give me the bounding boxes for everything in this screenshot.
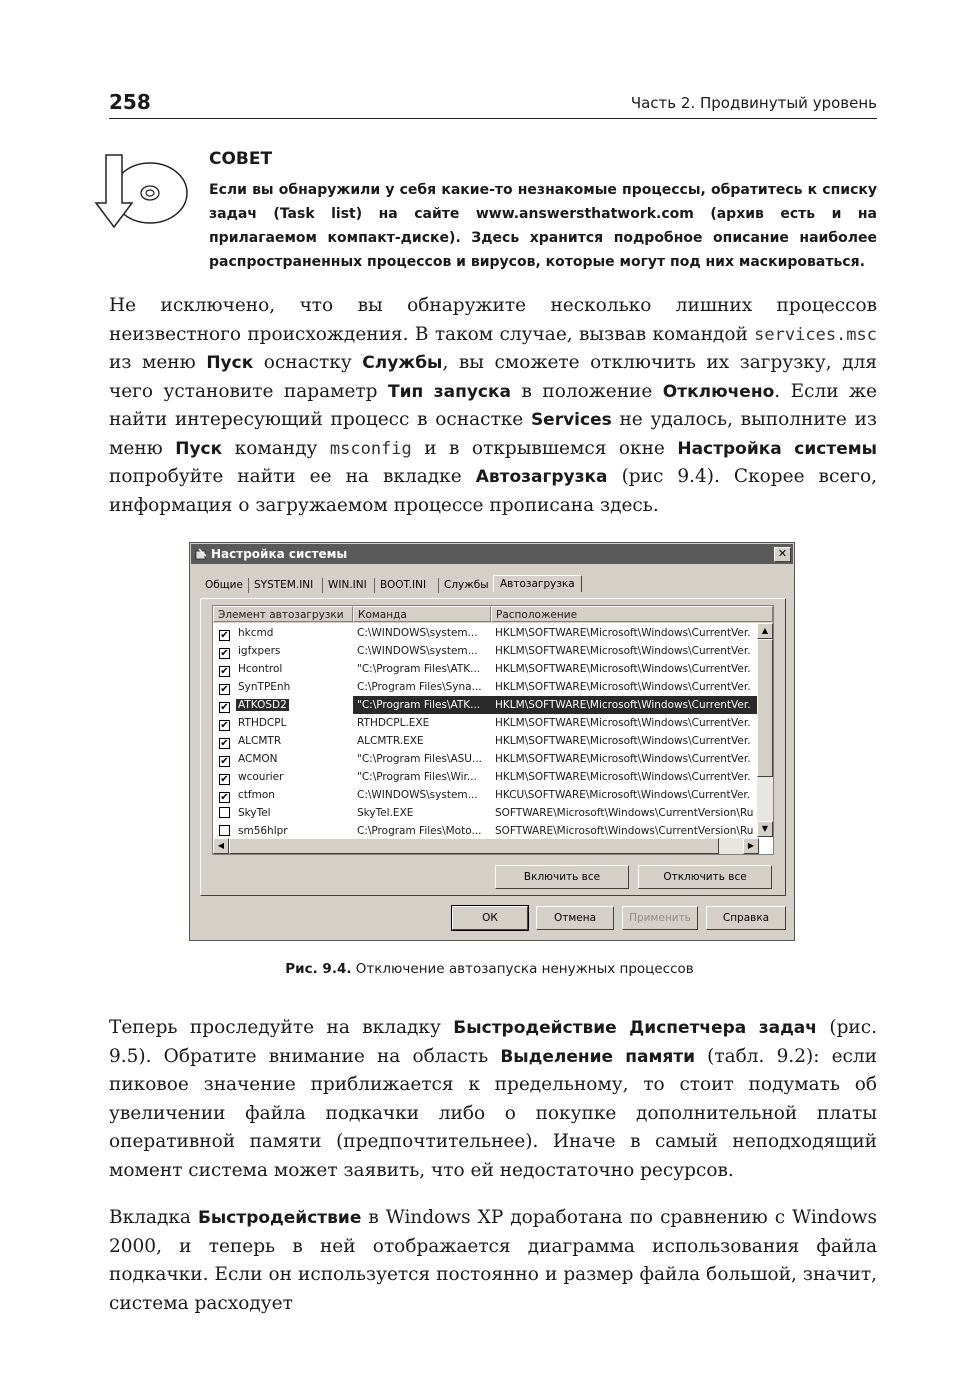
startup-item-cell bbox=[219, 660, 353, 678]
startup-item-name: ACMON bbox=[238, 753, 278, 765]
column-startup-item[interactable]: Элемент автозагрузки bbox=[213, 606, 353, 622]
startup-checkbox[interactable]: ✔ bbox=[220, 756, 229, 767]
startup-item-cell bbox=[219, 786, 353, 804]
startup-location-cell: HKLM\SOFTWARE\Microsoft\Windows\CurrentVer. bbox=[495, 753, 751, 765]
startup-command-cell: C:\WINDOWS\system... bbox=[357, 627, 478, 639]
startup-checkbox[interactable]: ✔ bbox=[220, 648, 229, 659]
startup-location-cell: SOFTWARE\Microsoft\Windows\CurrentVersion\Ru bbox=[495, 807, 754, 819]
tab-startup[interactable]: Автозагрузка bbox=[493, 575, 582, 592]
startup-item-cell bbox=[219, 768, 353, 786]
startup-item-name: hkcmd bbox=[238, 627, 274, 639]
startup-row[interactable] bbox=[213, 660, 757, 678]
startup-item-cell bbox=[219, 642, 353, 660]
list-header bbox=[213, 606, 773, 623]
help-button[interactable]: Справка bbox=[706, 906, 786, 930]
startup-item-name: ALCMTR bbox=[238, 735, 282, 747]
startup-command-cell: "C:\Program Files\ATK... bbox=[357, 663, 481, 675]
startup-location-cell: HKLM\SOFTWARE\Microsoft\Windows\CurrentVer. bbox=[495, 717, 751, 729]
startup-command-cell: C:\Program Files\Syna... bbox=[357, 681, 482, 693]
startup-command-cell: RTHDCPL.EXE bbox=[357, 717, 430, 729]
startup-item-name: wcourier bbox=[238, 771, 284, 783]
startup-item-cell bbox=[219, 624, 353, 642]
startup-row[interactable] bbox=[213, 624, 757, 642]
scroll-down-icon[interactable]: ▼ bbox=[757, 821, 773, 837]
figure-caption: Рис. 9.4. Отключение автозапуска ненужных процессов bbox=[285, 961, 694, 977]
startup-row[interactable] bbox=[213, 678, 757, 696]
startup-list[interactable] bbox=[212, 605, 774, 855]
startup-row[interactable] bbox=[213, 786, 757, 804]
tip-title: СОВЕТ bbox=[209, 149, 273, 169]
startup-checkbox[interactable]: ✔ bbox=[220, 792, 229, 803]
startup-row[interactable] bbox=[213, 804, 757, 822]
startup-item-cell bbox=[219, 714, 353, 732]
startup-row[interactable] bbox=[213, 768, 757, 786]
startup-checkbox[interactable]: ✔ bbox=[220, 666, 229, 677]
ok-button[interactable]: ОК bbox=[452, 906, 528, 930]
apply-button[interactable]: Применить bbox=[622, 906, 698, 930]
startup-item-cell bbox=[219, 678, 353, 696]
startup-checkbox[interactable] bbox=[219, 807, 230, 818]
window-title: Настройка системы bbox=[211, 547, 348, 561]
startup-location-cell: HKLM\SOFTWARE\Microsoft\Windows\CurrentVer. bbox=[495, 735, 751, 747]
tab-general[interactable]: Общие bbox=[205, 579, 243, 591]
scroll-left-icon[interactable]: ◀ bbox=[213, 838, 229, 854]
startup-row[interactable] bbox=[213, 714, 757, 732]
startup-item-name: Hcontrol bbox=[238, 663, 283, 675]
startup-command-cell: "C:\Program Files\ASU... bbox=[357, 753, 483, 765]
startup-command-cell: ALCMTR.EXE bbox=[357, 735, 424, 747]
startup-item-name: ATKOSD2 bbox=[238, 699, 287, 711]
vertical-scroll-thumb[interactable] bbox=[757, 639, 773, 777]
startup-command-cell: C:\WINDOWS\system... bbox=[357, 789, 478, 801]
startup-checkbox[interactable]: ✔ bbox=[220, 702, 229, 713]
startup-command-cell: "C:\Program Files\ATK... bbox=[353, 696, 491, 714]
startup-item-cell bbox=[219, 696, 353, 714]
disc-arrow-icon bbox=[92, 153, 192, 229]
startup-location-cell: HKCU\SOFTWARE\Microsoft\Windows\CurrentVer. bbox=[495, 789, 751, 801]
paragraph-3: Вкладка Быстродействие в Windows XP доработана по сравнению с Windows 2000, и теперь в ней отображается диаграмма использования файла подкачки. Если он используется постоянно и размер файла большой, значит, система расходует bbox=[109, 1207, 877, 1314]
enable-all-button[interactable]: Включить все bbox=[495, 865, 629, 889]
startup-item-name: RTHDCPL bbox=[238, 717, 287, 729]
vertical-scrollbar[interactable] bbox=[757, 623, 773, 837]
tab-system-ini[interactable]: SYSTEM.INI bbox=[254, 579, 314, 591]
startup-row[interactable] bbox=[213, 750, 757, 768]
startup-command-cell: SkyTel.EXE bbox=[357, 807, 414, 819]
system-config-window bbox=[189, 542, 795, 941]
startup-checkbox[interactable]: ✔ bbox=[220, 684, 229, 695]
startup-checkbox[interactable] bbox=[219, 825, 230, 836]
startup-checkbox[interactable]: ✔ bbox=[220, 720, 229, 731]
paragraph-1: Не исключено, что вы обнаружите несколько лишних процессов неизвестного происхождения. В таком случае, вызвав командой services.msc из меню Пуск оснастку Службы, вы сможете отключить их загрузку, для чего установите параметр Тип запуска в положение Отключено. Если же найти интересующий процесс в оснастке Services не удалось, выполните из меню Пуск команду msconfig и в открывшемся окне Настройка системы попробуйте найти ее на вкладке Автозагрузка (рис 9.4). Скорее всего, информация о загружаемом процессе прописана здесь. bbox=[109, 295, 878, 516]
cancel-button[interactable]: Отмена bbox=[536, 906, 614, 930]
close-button[interactable]: ✕ bbox=[774, 547, 791, 562]
startup-item-name: ctfmon bbox=[238, 789, 275, 801]
startup-row[interactable] bbox=[213, 696, 757, 714]
horizontal-scrollbar[interactable] bbox=[213, 838, 759, 854]
startup-item-name: sm56hlpr bbox=[238, 825, 288, 837]
startup-item-cell bbox=[219, 732, 353, 750]
page-header bbox=[109, 90, 877, 119]
paragraph-2: Теперь проследуйте на вкладку Быстродействие Диспетчера задач (рис. 9.5). Обратите внимание на область Выделение памяти (табл. 9.2): если пиковое значение приближается к предельному, то стоит подумать об увеличении файла подкачки либо о покупке дополнительной платы оперативной памяти (предпочтительнее). Иначе в самый неподходящий момент система может заявить, что ей недостаточно ресурсов. bbox=[109, 1017, 878, 1181]
tab-services[interactable]: Службы bbox=[444, 579, 489, 591]
scroll-up-icon[interactable]: ▲ bbox=[757, 623, 773, 639]
horizontal-scroll-thumb[interactable] bbox=[229, 838, 719, 854]
running-head: Часть 2. Продвинутый уровень bbox=[630, 94, 877, 112]
window-titlebar bbox=[191, 544, 793, 564]
startup-location-cell: HKLM\SOFTWARE\Microsoft\Windows\CurrentVer. bbox=[495, 681, 751, 693]
page-number: 258 bbox=[109, 90, 151, 114]
startup-checkbox[interactable]: ✔ bbox=[220, 630, 229, 641]
column-location[interactable]: Расположение bbox=[491, 606, 773, 622]
startup-location-cell: HKLM\SOFTWARE\Microsoft\Windows\CurrentVer. bbox=[491, 696, 757, 714]
disable-all-button[interactable]: Отключить все bbox=[638, 865, 772, 889]
tab-boot-ini[interactable]: BOOT.INI bbox=[380, 579, 427, 591]
startup-command-cell: C:\WINDOWS\system... bbox=[357, 645, 478, 657]
startup-item-name: SkyTel bbox=[238, 807, 271, 819]
startup-row[interactable] bbox=[213, 642, 757, 660]
startup-item-cell bbox=[219, 804, 353, 822]
tip-text: Если вы обнаружили у себя какие-то незнакомые процессы, обратитесь к списку задач (Task list) на сайте www.answersthatwork.com (архив есть и на прилагаемом компакт-диске). Здесь хранится подробное описание наиболее распространенных процессов и вирусов, которые могут под них маскироваться. bbox=[209, 182, 877, 270]
startup-checkbox[interactable]: ✔ bbox=[220, 774, 229, 785]
startup-location-cell: HKLM\SOFTWARE\Microsoft\Windows\CurrentVer. bbox=[495, 627, 751, 639]
column-command[interactable]: Команда bbox=[353, 606, 491, 622]
startup-location-cell: HKLM\SOFTWARE\Microsoft\Windows\CurrentVer. bbox=[495, 645, 751, 657]
scroll-right-icon[interactable]: ▶ bbox=[743, 838, 759, 854]
startup-command-cell: C:\Program Files\Moto... bbox=[357, 825, 482, 837]
app-icon bbox=[195, 548, 207, 560]
startup-location-cell: HKLM\SOFTWARE\Microsoft\Windows\CurrentVer. bbox=[495, 771, 751, 783]
startup-row[interactable] bbox=[213, 732, 757, 750]
startup-item-cell bbox=[219, 750, 353, 768]
startup-location-cell: HKLM\SOFTWARE\Microsoft\Windows\CurrentVer. bbox=[495, 663, 751, 675]
startup-command-cell: "C:\Program Files\Wir... bbox=[357, 771, 477, 783]
startup-checkbox[interactable]: ✔ bbox=[220, 738, 229, 749]
startup-item-name: igfxpers bbox=[238, 645, 281, 657]
tab-win-ini[interactable]: WIN.INI bbox=[328, 579, 367, 591]
startup-item-name: SynTPEnh bbox=[238, 681, 291, 693]
startup-location-cell: SOFTWARE\Microsoft\Windows\CurrentVersion\Ru bbox=[495, 825, 754, 837]
